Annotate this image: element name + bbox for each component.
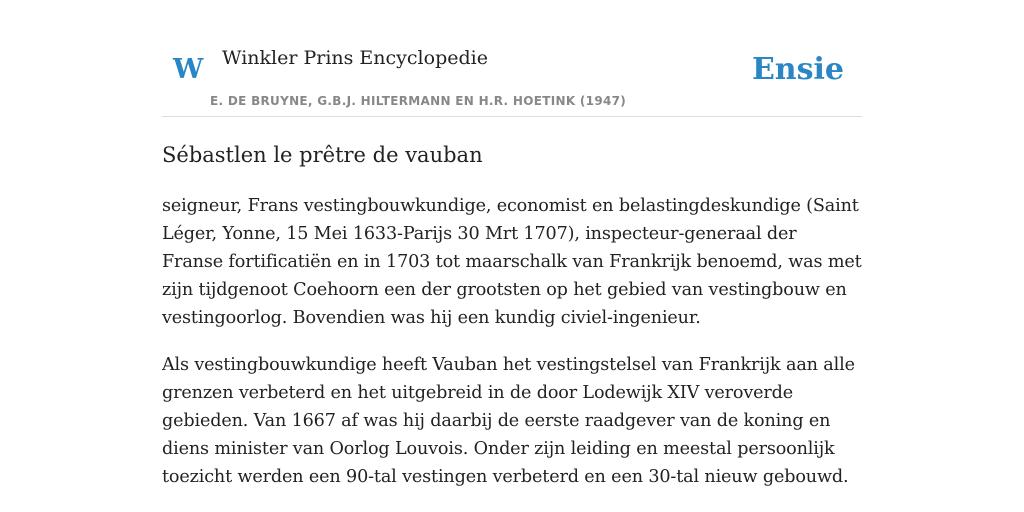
source-title[interactable]: Winkler Prins Encyclopedie [222, 47, 488, 69]
header [162, 0, 862, 117]
article-heading: Sébastlen le prêtre de vauban [162, 143, 483, 167]
article-paragraph: seigneur, Frans vestingbouwkundige, economist en belastingdeskundige (Saint Léger, Yonne, 15 Mei 1633-Parijs 30 Mrt 1707), inspecteur-generaal der Franse fortificatiën en in 1703 tot maarschalk van Frankrijk benoemd, was met zijn tijdgenoot Coehoorn een der grootsten op het gebied van vestingbouw en vestingoorlog. Bovendien was hij een kundig civiel-ingenieur. [162, 196, 862, 328]
ensie-logo[interactable]: Ensie [751, 52, 844, 87]
article-body [162, 192, 862, 510]
article-paragraph: Als vestingbouwkundige heeft Vauban het vestingstelsel van Frankrijk aan alle grenzen verbeterd en het uitgebreid in de door Lodewijk XIV veroverde gebieden. Van 1667 af was hij daarbij de eerste raadgever van de koning en diens minister van Oorlog Louvois. Onder zijn leiding en meestal persoonlijk toezicht werden een 90-tal vestingen verbeterd en een 30-tal nieuw gebouwd. [162, 355, 855, 487]
source-authors: E. DE BRUYNE, G.B.J. HILTERMANN EN H.R. HOETINK (1947) [210, 94, 627, 108]
winkler-prins-logo[interactable]: W [173, 54, 204, 85]
